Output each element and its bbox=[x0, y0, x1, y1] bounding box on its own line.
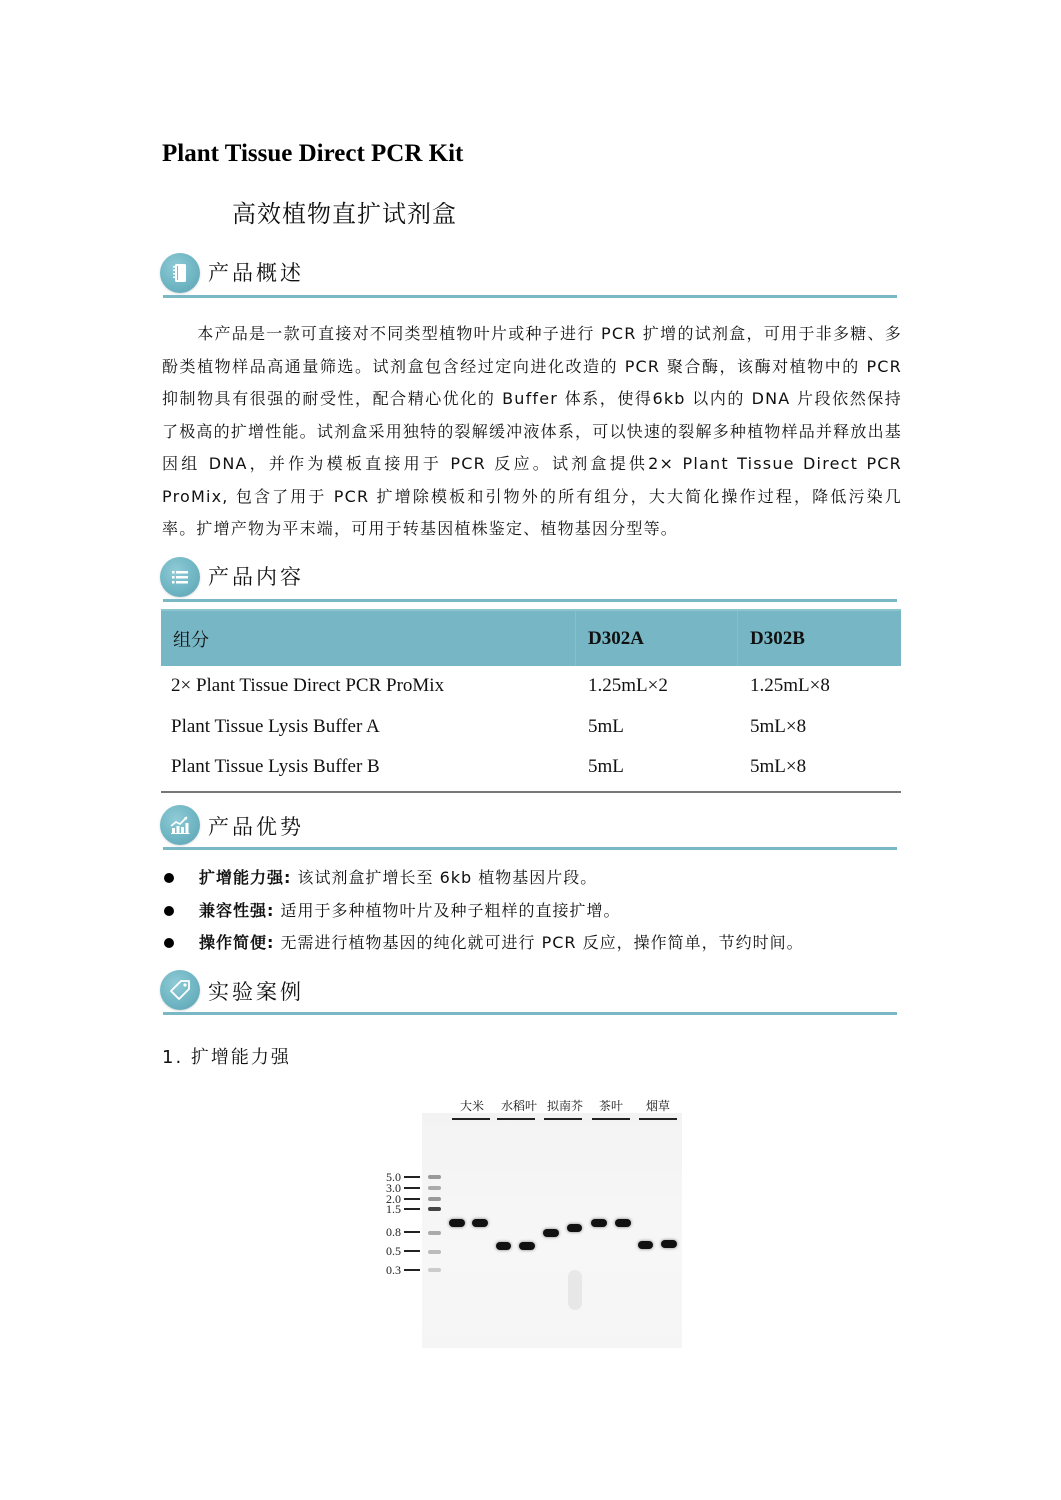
marker-label: 0.5 bbox=[386, 1244, 401, 1258]
marker-tick bbox=[404, 1176, 420, 1178]
section-divider bbox=[163, 847, 897, 850]
cell-d302a: 5mL bbox=[588, 715, 624, 737]
lane-label: 拟南芥 bbox=[546, 1099, 583, 1113]
section-title: 产品优势 bbox=[208, 815, 304, 839]
marker-tick bbox=[404, 1269, 420, 1271]
sample-band bbox=[638, 1241, 653, 1249]
sample-band bbox=[519, 1242, 535, 1250]
list-item bbox=[162, 927, 902, 960]
lane-underline bbox=[592, 1118, 630, 1120]
marker-label: 5.0 bbox=[386, 1170, 401, 1184]
marker-label: 1.5 bbox=[386, 1202, 401, 1216]
item-term: 扩增能力强: bbox=[199, 868, 292, 887]
ladder-band bbox=[428, 1175, 441, 1179]
sample-band bbox=[661, 1240, 677, 1248]
advantages-list bbox=[162, 862, 902, 960]
section-divider bbox=[163, 295, 897, 298]
item-text: 该试剂盒扩增长至 6kb 植物基因片段。 bbox=[291, 868, 598, 887]
marker-tick bbox=[404, 1250, 420, 1252]
marker-label: 0.8 bbox=[386, 1225, 401, 1239]
table-header bbox=[161, 609, 901, 666]
lane-underline bbox=[497, 1118, 535, 1120]
sample-band bbox=[543, 1229, 559, 1237]
column-header-d302b: D302B bbox=[750, 627, 805, 649]
cell-d302a: 5mL bbox=[588, 756, 624, 778]
contents-table bbox=[161, 609, 901, 793]
section-divider bbox=[163, 599, 897, 602]
cell-d302a: 1.25mL×2 bbox=[588, 675, 668, 697]
title-english: Plant Tissue Direct PCR Kit bbox=[162, 140, 464, 167]
list-item bbox=[162, 862, 902, 895]
column-header-d302a: D302A bbox=[576, 611, 738, 666]
table-row bbox=[161, 666, 901, 707]
overview-text: 本产品是一款可直接对不同类型植物叶片或种子进行 PCR 扩增的试剂盒，可用于非多糖、多酚类植物样品高通量筛选。试剂盒包含经过定向进化改造的 PCR 聚合酶，该酶对植物中的 PCR 抑制物具有很强的耐受性，配合精心优化的 Buffer 体系，使得6kb 以内的 DNA 片段依然保持了极高的扩增性能。试剂盒采用独特的裂解缓冲液体系，可以快速的裂解多种植物样品并释放出基因组 DNA，并作为模板直接用于 PCR 反应。试剂盒提供2× Plant Tissue Direct PCR ProMix, 包含了用于 PCR 扩增除模板和引物外的所有组分，大大简化操作过程，降低污染几率。扩增产物为平末端，可用于转基因植株鉴定、植物基因分型等。 bbox=[162, 324, 902, 538]
lane-underline bbox=[639, 1118, 677, 1120]
overview-paragraph bbox=[162, 318, 902, 546]
cell-component: Plant Tissue Lysis Buffer A bbox=[171, 715, 380, 737]
marker-label: 0.3 bbox=[386, 1263, 401, 1277]
cell-d302b: 5mL×8 bbox=[750, 715, 807, 737]
column-header-component: 组分 bbox=[161, 611, 576, 666]
lane-label: 水稻叶 bbox=[500, 1099, 537, 1113]
ladder-band bbox=[428, 1197, 441, 1201]
lane-underline bbox=[452, 1118, 490, 1120]
section-header-overview bbox=[160, 253, 897, 297]
cell-d302b: 1.25mL×8 bbox=[750, 675, 830, 697]
section-divider bbox=[163, 1012, 897, 1015]
lane-underline bbox=[544, 1118, 582, 1120]
tag-icon bbox=[160, 970, 200, 1010]
ladder-band bbox=[428, 1186, 441, 1190]
item-text: 适用于多种植物叶片及种子粗样的直接扩增。 bbox=[274, 900, 621, 920]
section-header-advantages bbox=[160, 805, 897, 849]
cell-component: Plant Tissue Lysis Buffer B bbox=[171, 756, 380, 778]
bullet-icon bbox=[164, 938, 174, 948]
list-icon bbox=[160, 557, 200, 597]
cell-component: 2× Plant Tissue Direct PCR ProMix bbox=[171, 675, 445, 697]
table-bottom-rule bbox=[161, 791, 901, 793]
sample-band bbox=[567, 1224, 582, 1232]
cell-d302b: 5mL×8 bbox=[750, 756, 807, 778]
table-row bbox=[161, 747, 901, 788]
marker-tick bbox=[404, 1198, 420, 1200]
smear bbox=[568, 1270, 582, 1310]
bar-chart-trend-icon bbox=[160, 805, 200, 845]
sample-band bbox=[449, 1219, 465, 1227]
list-item bbox=[162, 895, 902, 928]
item-text: 无需进行植物基因的纯化就可进行 PCR 反应，操作简单，节约时间。 bbox=[274, 933, 804, 952]
item-term: 操作简便: bbox=[199, 933, 275, 952]
sample-band bbox=[591, 1219, 607, 1227]
gel-electrophoresis-figure bbox=[380, 1095, 700, 1350]
sample-band bbox=[496, 1242, 511, 1250]
ladder-band bbox=[428, 1231, 441, 1235]
lane-label: 大米 bbox=[459, 1099, 484, 1113]
sample-band bbox=[615, 1219, 631, 1227]
marker-tick bbox=[404, 1187, 420, 1189]
ladder-band bbox=[428, 1250, 441, 1254]
section-header-contents bbox=[160, 557, 897, 601]
item-term: 兼容性强: bbox=[199, 900, 275, 920]
lane-label: 烟草 bbox=[645, 1099, 670, 1113]
ladder-band bbox=[428, 1268, 441, 1272]
notebook-icon bbox=[160, 253, 200, 293]
sample-band bbox=[472, 1219, 488, 1227]
section-title: 实验案例 bbox=[208, 980, 304, 1004]
bullet-icon bbox=[164, 906, 174, 916]
lane-label: 茶叶 bbox=[598, 1099, 623, 1113]
marker-tick bbox=[404, 1208, 420, 1210]
section-header-cases bbox=[160, 970, 897, 1014]
bullet-icon bbox=[164, 873, 174, 883]
section-title: 产品内容 bbox=[208, 565, 304, 589]
marker-label: 2.0 bbox=[386, 1192, 401, 1206]
table-row bbox=[161, 707, 901, 748]
ladder-band bbox=[428, 1207, 441, 1211]
marker-label: 3.0 bbox=[386, 1181, 401, 1195]
marker-tick bbox=[404, 1231, 420, 1233]
case-1-label: 1. 扩增能力强 bbox=[162, 1047, 291, 1068]
section-title: 产品概述 bbox=[208, 261, 304, 285]
title-chinese: 高效植物直扩试剂盒 bbox=[232, 200, 457, 228]
